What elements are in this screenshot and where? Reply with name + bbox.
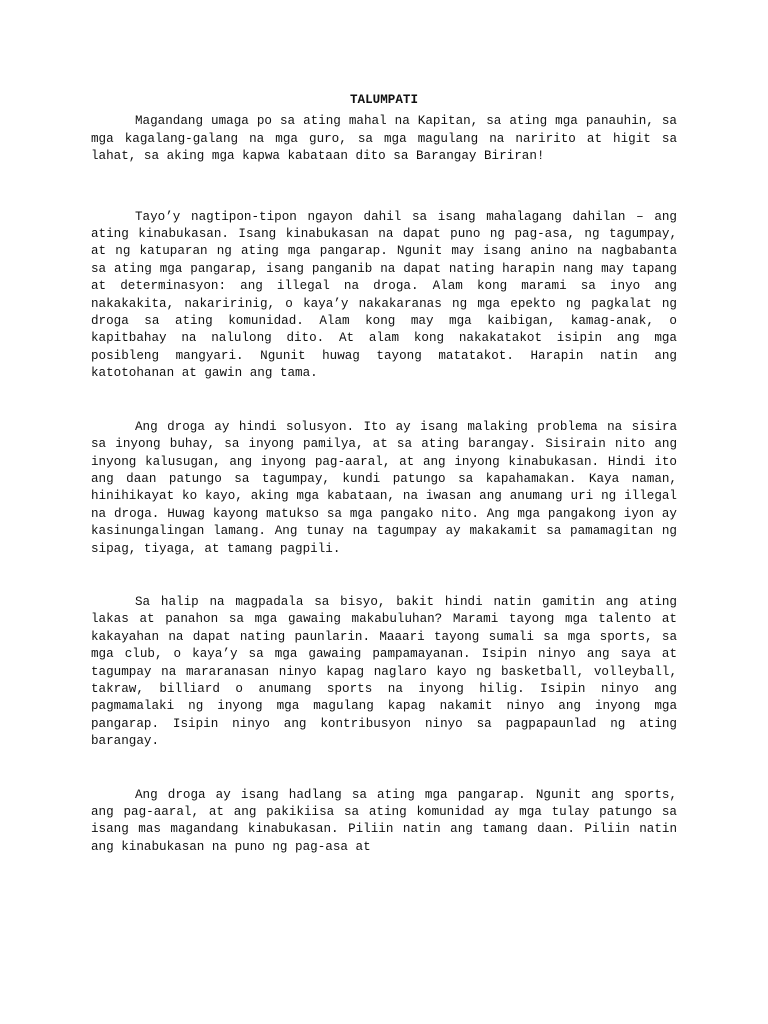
paragraph-meaningful-activities: Sa halip na magpadala sa bisyo, bakit hindi natin gamitin ang ating lakas at panahon sa mga gawaing makabuluhan? Marami tayong mga talento at kakayahan na dapat nating paunlarin. Maaari tayong sumali sa mga sports, sa mga club, o kaya’y sa mga gawaing pampamayanan. Isipin ninyo ang saya at tagumpay na mararanasan ninyo kapag naglaro kayo ng basketball, volleyball, takraw, billiard o anumang sports na inyong hilig. Isipin ninyo ang pagmamalaki ng inyong mga magulang kapag nakamit ninyo ang inyong mga pangarap. Isipin ninyo ang kontribusyon ninyo sa pagpapaunlad ng ating barangay. xyxy=(91,594,677,749)
document-title: TALUMPATI xyxy=(349,93,419,107)
paragraph-future: Tayo’y nagtipon-tipon ngayon dahil sa isang mahalagang dahilan – ang ating kinabukasan. Isang kinabukasan na dapat puno ng pag-asa, ng tagumpay, at ng katuparan ng ating mga pangarap. Ngunit may isang anino na nagbabanta sa ating mga pangarap, isang panganib na dapat nating harapin nang may tapang at determinasyon: ang illegal na droga. Alam kong marami sa inyo ang nakakakita, nakaririnig, o kaya’y nakakaranas ng mga epekto ng pagkalat ng droga sa ating komunidad. Alam kong may mga kaibigan, kamag-anak, o kapitbahay na nalulong dito. At alam kong nakakatakot isipin ang mga posibleng mangyari. Ngunit huwag tayong matatakot. Harapin natin ang katotohanan at gawin ang tama. xyxy=(91,209,677,381)
paragraph-greeting: Magandang umaga po sa ating mahal na Kapitan, sa ating mga panauhin, sa mga kagalang-galang na mga guro, sa mga magulang na naririto at higit sa lahat, sa aking mga kapwa kabataan dito sa Barangay Biriran! xyxy=(91,114,677,164)
paragraph-drugs-not-solution: Ang droga ay hindi solusyon. Ito ay isang malaking problema na sisira sa inyong buhay, sa inyong pamilya, at sa ating barangay. Sisirain nito ang inyong kalusugan, ang inyong pag-aaral, at ang inyong kinabukasan. Hindi ito ang daan patungo sa tagumpay, kundi patungo sa kapahamakan. Kaya naman, hinihikayat ko kayo, aking mga kabataan, na iwasan ang anumang uri ng illegal na droga. Huwag kayong matukso sa mga pangako nito. Ang mga pangakong iyon ay kasinungalingan lamang. Ang tunay na tagumpay ay makakamit sa pamamagitan ng sipag, tiyaga, at tamang pagpili. xyxy=(91,419,677,556)
document-page xyxy=(91,92,677,856)
paragraph-choose-right-path: Ang droga ay isang hadlang sa ating mga pangarap. Ngunit ang sports, ang pag-aaral, at ang pakikiisa sa ating komunidad ay mga tulay patungo sa isang mas magandang kinabukasan. Piliin natin ang tamang daan. Piliin natin ang kinabukasan na puno ng pag-asa at xyxy=(91,787,677,854)
